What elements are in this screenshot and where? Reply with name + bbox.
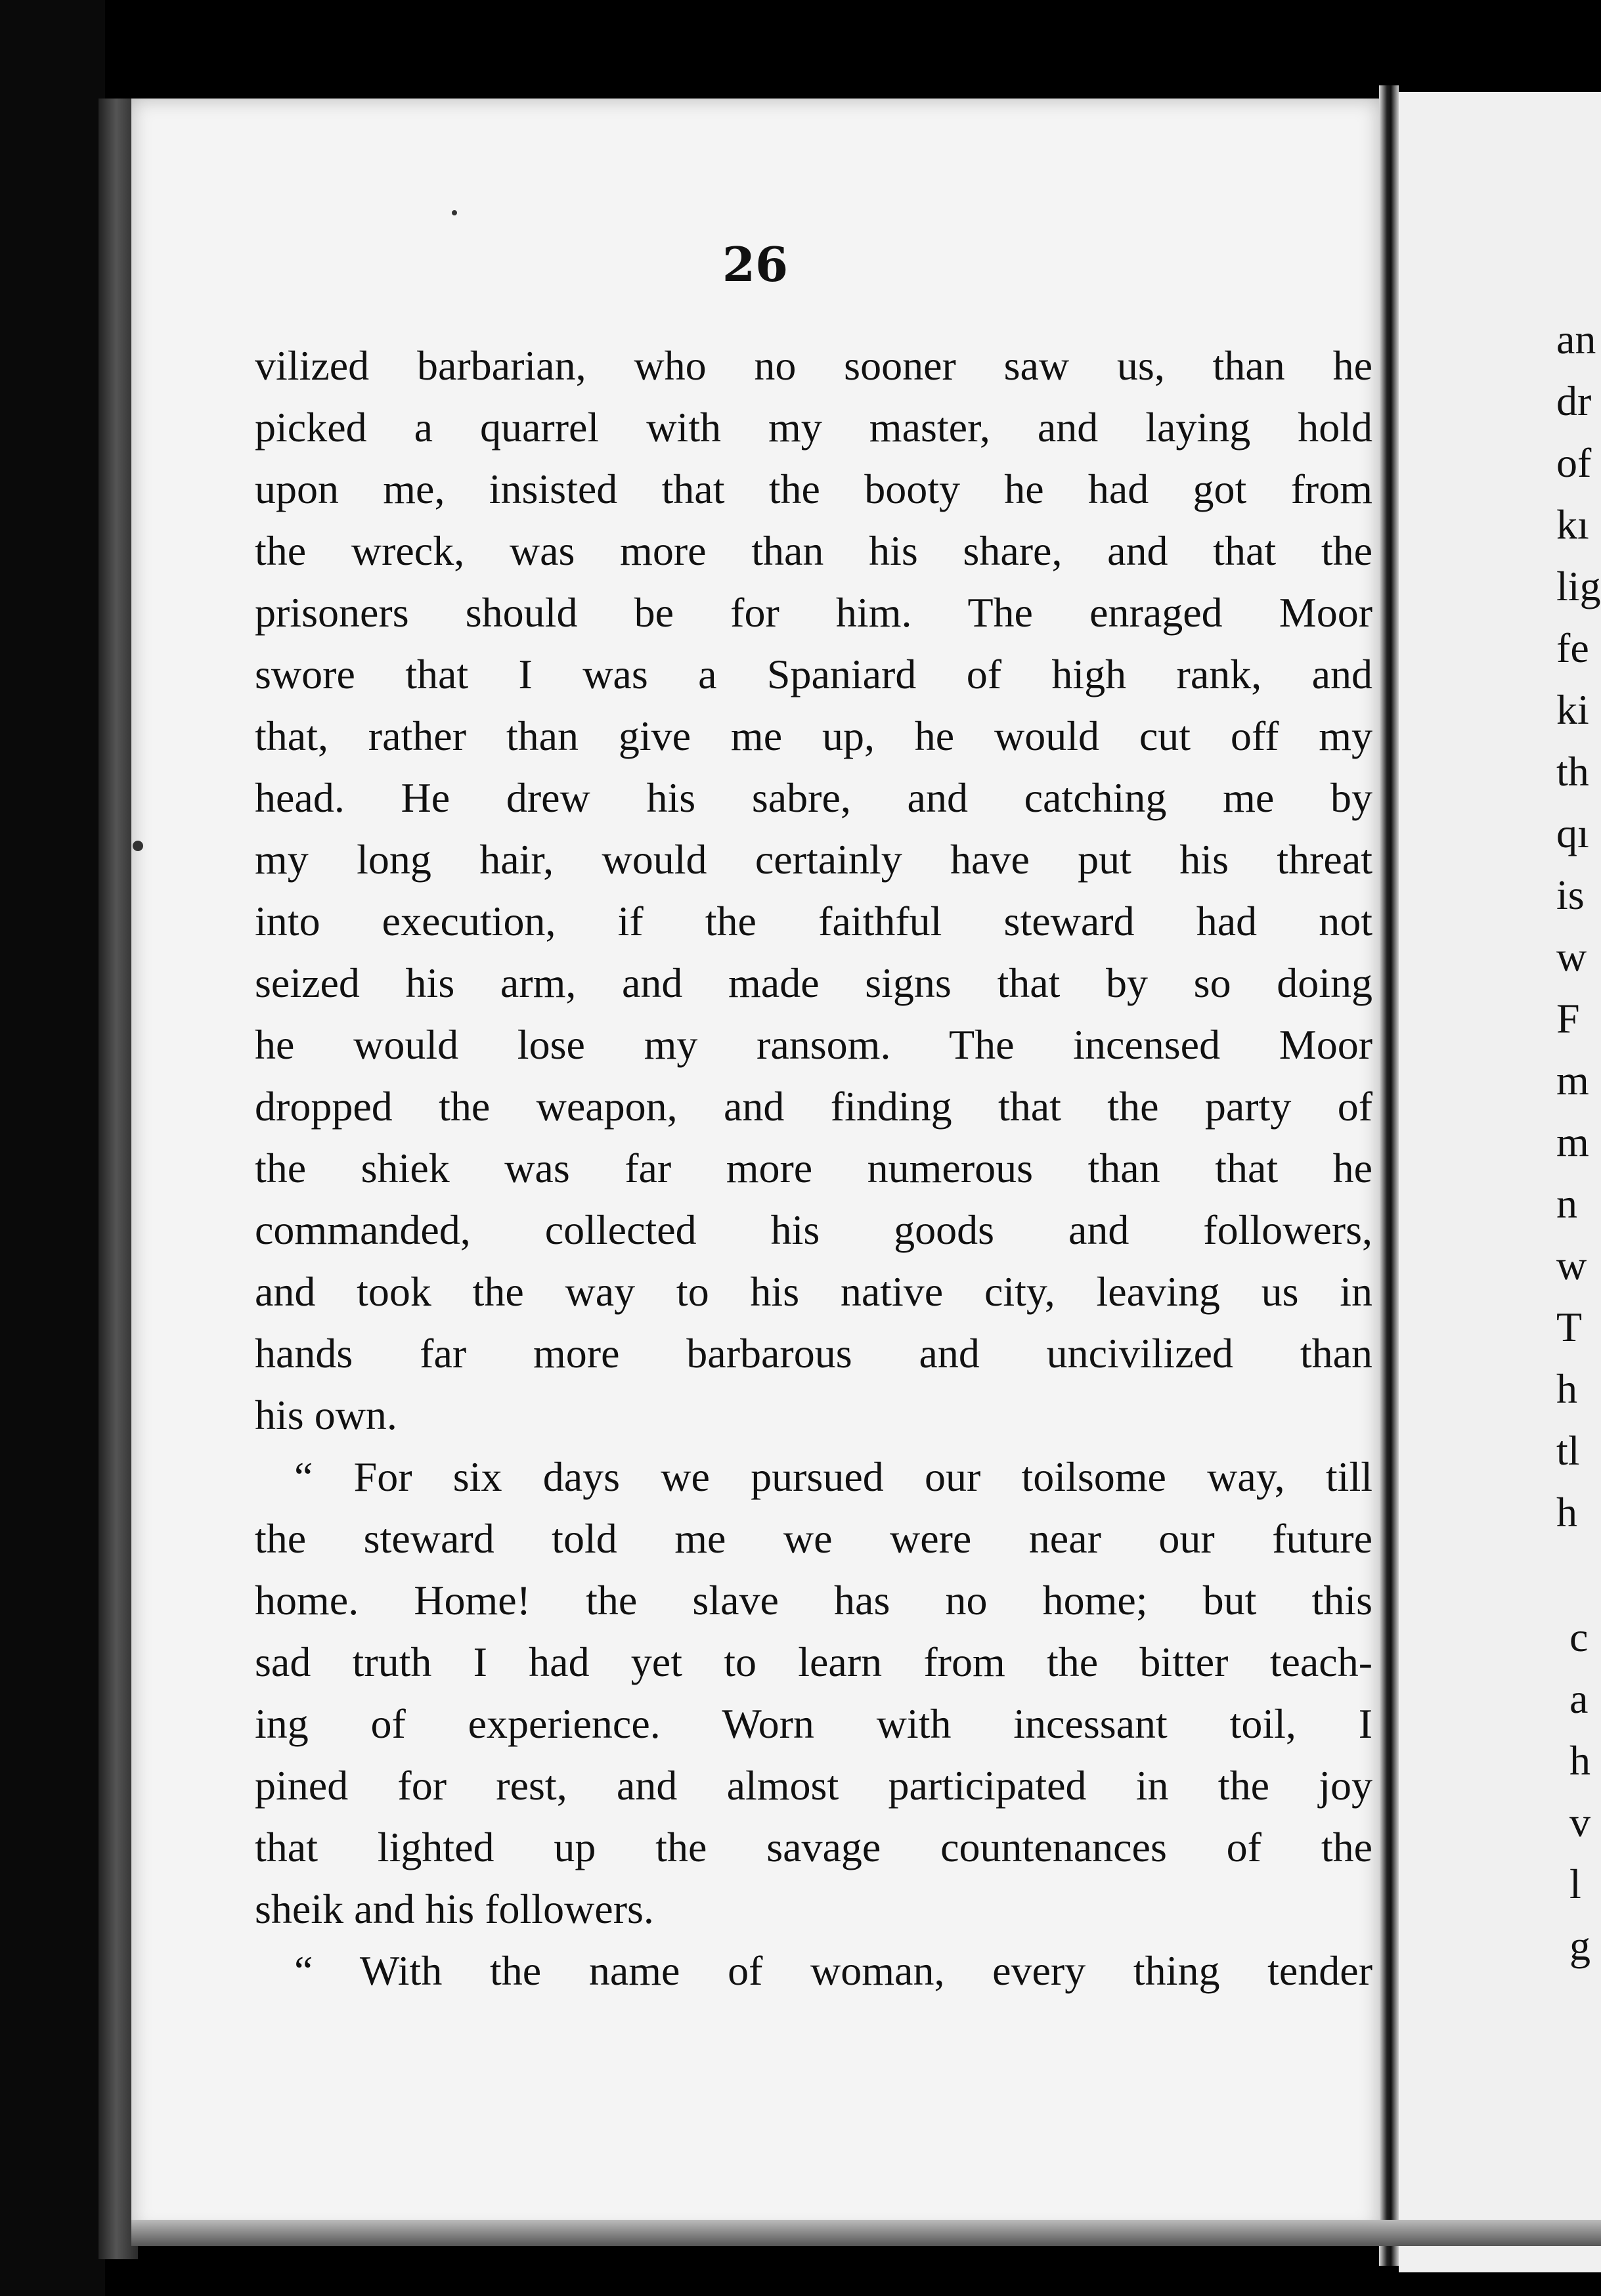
text-line: the shiek was far more numerous than that he: [255, 1145, 1372, 1191]
facing-fragment: h: [1556, 1365, 1577, 1412]
text-line: that, rather than give me up, he would cut off my: [255, 713, 1372, 759]
book-gutter: [1379, 85, 1399, 2266]
text-line: hands far more barbarous and uncivilized than: [255, 1330, 1372, 1377]
text-line: “ For six days we pursued our toilsome way, till: [294, 1453, 1372, 1500]
ink-speck: [133, 841, 143, 851]
text-line: seized his arm, and made signs that by so doing: [255, 960, 1372, 1006]
text-line: sheik and his followers.: [255, 1886, 654, 1932]
text-line: my long hair, would certainly have put his threat: [255, 836, 1372, 883]
page-bottom-edge: [131, 2220, 1601, 2246]
text-line: into execution, if the faithful steward had not: [255, 898, 1372, 944]
text-line: that lighted up the savage countenances of the: [255, 1824, 1372, 1870]
facing-fragment: of: [1556, 439, 1592, 486]
left-scan-margin: [0, 0, 105, 2296]
facing-fragment: m: [1556, 1118, 1589, 1165]
facing-fragment: ki: [1556, 686, 1589, 733]
facing-fragment: qı: [1556, 810, 1589, 856]
facing-fragment: g: [1569, 1922, 1590, 1969]
text-line: he would lose my ransom. The incensed Moor: [255, 1021, 1372, 1068]
facing-fragment: h: [1569, 1737, 1590, 1784]
facing-fragment: lig: [1556, 563, 1601, 609]
facing-fragment: an: [1556, 316, 1596, 363]
facing-fragment: tl: [1556, 1427, 1580, 1474]
facing-fragment: dr: [1556, 378, 1592, 424]
facing-fragment: kı: [1556, 501, 1589, 548]
text-line: pined for rest, and almost participated in the joy: [255, 1762, 1372, 1809]
text-line: vilized barbarian, who no sooner saw us, than he: [255, 342, 1372, 389]
facing-fragment: th: [1556, 748, 1589, 795]
text-line: and took the way to his native city, leaving us in: [255, 1268, 1372, 1315]
text-line: prisoners should be for him. The enraged Moor: [255, 589, 1372, 636]
facing-fragment: l: [1569, 1861, 1581, 1907]
facing-fragment: v: [1569, 1799, 1590, 1845]
text-line: the steward told me we were near our future: [255, 1515, 1372, 1562]
text-line: upon me, insisted that the booty he had got from: [255, 466, 1372, 512]
text-line: commanded, collected his goods and followers,: [255, 1206, 1372, 1253]
text-line: head. He drew his sabre, and catching me by: [255, 774, 1372, 821]
text-line: the wreck, was more than his share, and that the: [255, 527, 1372, 574]
facing-fragment: w: [1556, 933, 1587, 980]
facing-fragment: is: [1556, 872, 1585, 918]
page-number: 26: [722, 236, 789, 292]
ink-speck: [452, 210, 457, 215]
text-line: dropped the weapon, and finding that the party of: [255, 1083, 1372, 1130]
text-line: “ With the name of woman, every thing tender: [294, 1947, 1372, 1994]
text-line: his own.: [255, 1392, 397, 1438]
facing-fragment: c: [1569, 1614, 1589, 1660]
facing-fragment: F: [1556, 995, 1580, 1042]
facing-fragment: T: [1556, 1304, 1583, 1350]
facing-fragment: w: [1556, 1242, 1587, 1289]
main-page: [131, 99, 1379, 2233]
facing-page: [1399, 92, 1601, 2272]
facing-fragment: fe: [1556, 625, 1589, 671]
facing-fragment: a: [1569, 1675, 1589, 1722]
text-line: home. Home! the slave has no home; but this: [255, 1577, 1372, 1623]
text-line: picked a quarrel with my master, and laying hold: [255, 404, 1372, 451]
text-line: ing of experience. Worn with incessant toil, I: [255, 1700, 1372, 1747]
text-line: swore that I was a Spaniard of high rank, and: [255, 651, 1372, 697]
facing-fragment: n: [1556, 1180, 1577, 1227]
body-text: [255, 335, 1372, 2002]
text-line: sad truth I had yet to learn from the bitter teach-: [255, 1639, 1372, 1685]
facing-fragment: m: [1556, 1057, 1589, 1103]
facing-fragment: h: [1556, 1489, 1577, 1535]
